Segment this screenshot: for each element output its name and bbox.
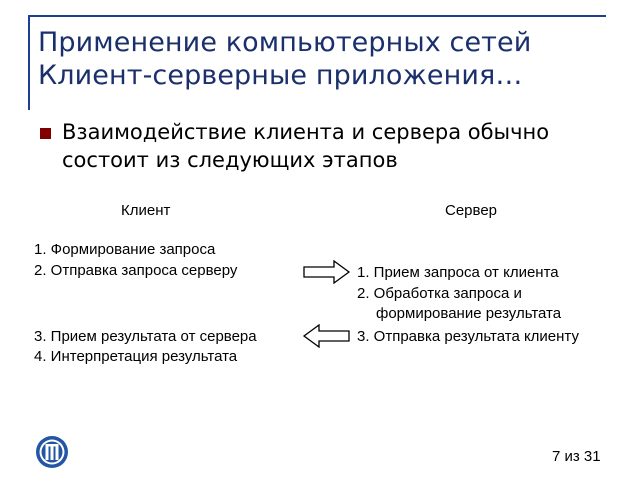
client-step-4: 4. Интерпретация результата (34, 348, 238, 365)
client-step-2: 2. Отправка запроса серверу (34, 262, 238, 279)
server-step-2-continued: формирование результата (376, 305, 562, 322)
university-logo-icon (35, 435, 69, 469)
left-arrow-icon (302, 324, 350, 348)
left-border-line (28, 15, 30, 110)
slide-title (38, 26, 628, 92)
page-number: 7 из 31 (552, 448, 601, 465)
title-line-2: Клиент-серверные приложения… (38, 60, 523, 91)
bullet-text: Взаимодействие клиента и сервера обычно состоит из следующих этапов (62, 120, 550, 172)
bullet-square-icon (40, 128, 51, 139)
server-heading: Сервер (445, 202, 498, 219)
title-line-1: Применение компьютерных сетей (38, 27, 532, 58)
top-border-line (28, 15, 606, 17)
client-step-1: 1. Формирование запроса (34, 241, 216, 258)
client-heading: Клиент (121, 202, 171, 219)
right-arrow-icon (303, 260, 351, 284)
server-step-3: 3. Отправка результата клиенту (357, 328, 579, 345)
client-step-3: 3. Прием результата от сервера (34, 328, 257, 345)
server-step-2: 2. Обработка запроса и (357, 285, 522, 302)
server-step-1: 1. Прием запроса от клиента (357, 264, 559, 281)
